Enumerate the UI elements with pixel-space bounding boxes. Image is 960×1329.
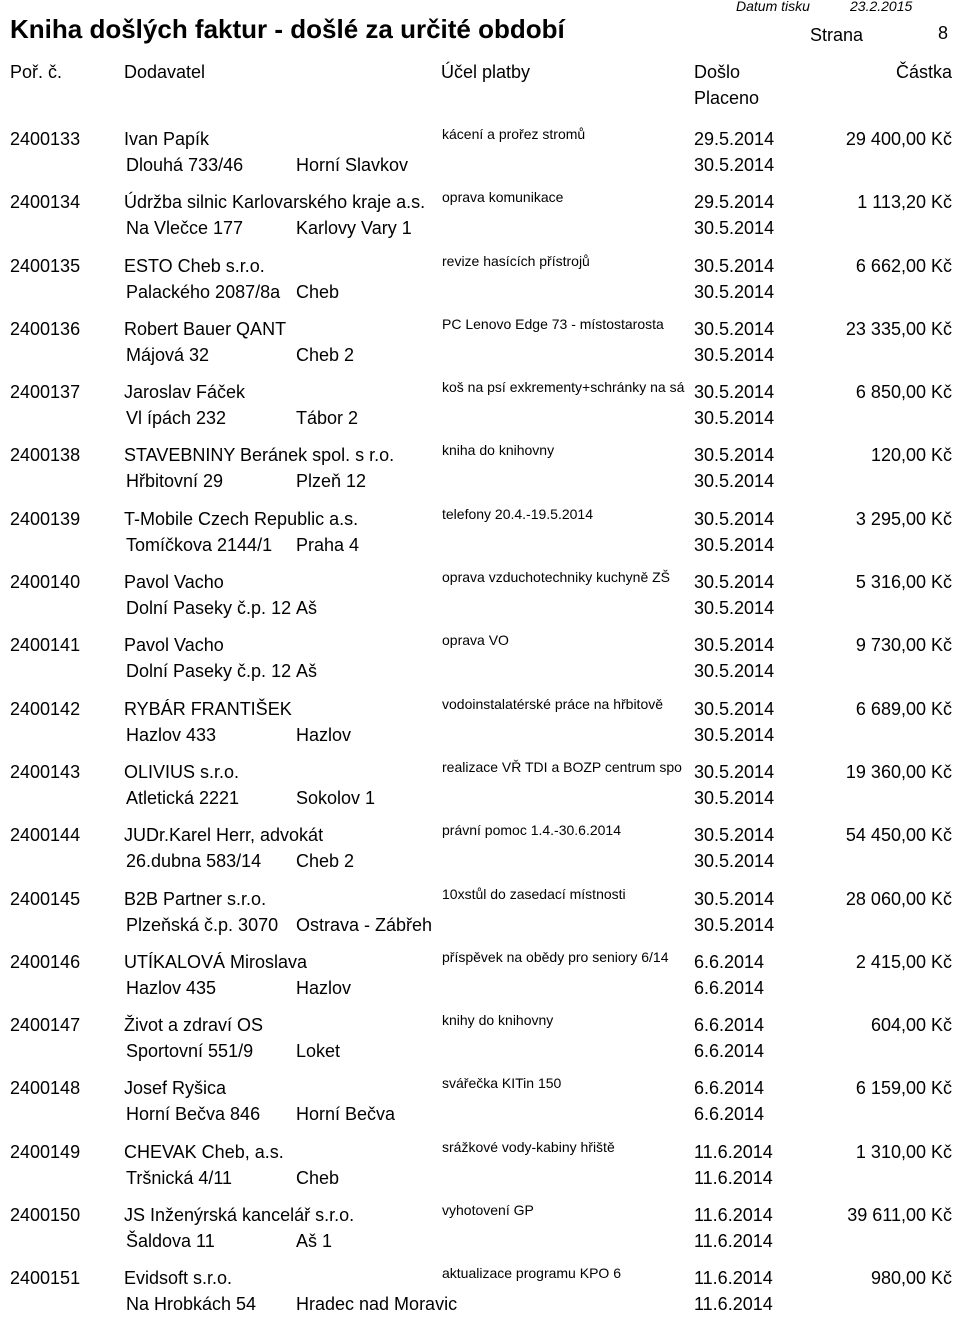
payment-purpose: příspěvek na obědy pro seniory 6/14 — [442, 948, 669, 965]
paid-date: 30.5.2014 — [694, 408, 775, 429]
supplier-name: JUDr.Karel Herr, advokát — [124, 825, 324, 846]
supplier-name: Pavol Vacho — [124, 635, 224, 656]
supplier-name: ESTO Cheb s.r.o. — [124, 255, 265, 276]
invoice-row — [0, 316, 960, 379]
invoice-row — [0, 379, 960, 442]
column-header-purpose: Účel platby — [441, 62, 531, 82]
invoice-number: 2400133 — [10, 129, 81, 149]
paid-date: 30.5.2014 — [694, 851, 775, 872]
received-date: 29.5.2014 — [694, 192, 775, 213]
payment-purpose: oprava vzduchotechniky kuchyně ZŠ — [442, 569, 671, 586]
payment-purpose: oprava komunikace — [442, 189, 564, 206]
invoice-number: 2400141 — [10, 635, 81, 656]
supplier-name: UTÍKALOVÁ Miroslava — [124, 951, 308, 972]
invoice-number: 2400138 — [10, 445, 81, 466]
invoice-row — [0, 442, 960, 505]
supplier-street: Na Hrobkách 54 — [126, 1294, 257, 1315]
page-number: 8 — [938, 23, 949, 43]
supplier-city: Tábor 2 — [296, 408, 359, 429]
invoice-row — [0, 1139, 960, 1202]
supplier-name: B2B Partner s.r.o. — [124, 888, 267, 909]
column-header-received: Došlo — [694, 62, 741, 82]
invoice-number: 2400143 — [10, 761, 81, 782]
supplier-city: Cheb 2 — [296, 851, 355, 872]
invoice-number: 2400135 — [10, 255, 81, 276]
supplier-street: Hřbitovní 29 — [126, 471, 224, 492]
paid-date: 30.5.2014 — [694, 281, 775, 302]
supplier-name: Evidsoft s.r.o. — [124, 1268, 233, 1289]
paid-date: 30.5.2014 — [694, 471, 775, 492]
invoice-row — [0, 632, 960, 695]
supplier-city: Ostrava - Zábřeh — [296, 914, 433, 935]
received-date: 6.6.2014 — [694, 1078, 765, 1099]
invoice-row — [0, 569, 960, 632]
supplier-city: Praha 4 — [296, 534, 360, 555]
supplier-city: Hradec nad Moravic — [296, 1294, 458, 1315]
column-header-amount: Částka — [895, 62, 952, 82]
supplier-city: Hazlov — [296, 724, 352, 745]
invoice-number: 2400144 — [10, 825, 81, 846]
received-date: 30.5.2014 — [694, 445, 775, 466]
supplier-city: Horní Slavkov — [296, 155, 409, 175]
paid-date: 30.5.2014 — [694, 661, 775, 682]
print-date-label: Datum tisku — [736, 0, 810, 14]
invoice-row — [0, 822, 960, 885]
supplier-street: Vl ípách 232 — [126, 408, 227, 429]
supplier-name: Josef Ryšica — [124, 1078, 227, 1099]
received-date: 30.5.2014 — [694, 825, 775, 846]
supplier-street: Palackého 2087/8a — [126, 281, 281, 302]
invoice-amount: 3 295,00 Kč — [855, 508, 952, 529]
invoice-amount: 9 730,00 Kč — [855, 635, 952, 656]
invoice-number: 2400145 — [10, 888, 81, 909]
received-date: 30.5.2014 — [694, 888, 775, 909]
received-date: 6.6.2014 — [694, 1015, 765, 1036]
invoice-amount: 28 060,00 Kč — [845, 888, 952, 909]
received-date: 30.5.2014 — [694, 382, 775, 403]
paid-date: 11.6.2014 — [694, 1294, 773, 1315]
received-date: 11.6.2014 — [694, 1205, 773, 1226]
supplier-street: Tršnická 4/11 — [126, 1167, 233, 1188]
invoice-row — [0, 886, 960, 949]
invoice-amount: 120,00 Kč — [870, 445, 952, 466]
supplier-name: STAVEBNINY Beránek spol. s r.o. — [124, 445, 395, 466]
paid-date: 6.6.2014 — [694, 1041, 765, 1062]
invoice-amount: 980,00 Kč — [870, 1268, 952, 1289]
invoice-amount: 6 850,00 Kč — [855, 382, 952, 403]
invoice-amount: 6 662,00 Kč — [855, 255, 952, 276]
supplier-city: Cheb — [296, 281, 340, 302]
invoice-row — [0, 126, 960, 189]
invoice-row — [0, 1075, 960, 1138]
supplier-city: Aš — [296, 661, 318, 682]
invoice-number: 2400137 — [10, 382, 81, 403]
payment-purpose: oprava VO — [442, 632, 509, 649]
supplier-name: RYBÁR FRANTIŠEK — [124, 698, 292, 719]
payment-purpose: PC Lenovo Edge 73 - místostarosta — [442, 315, 664, 332]
invoice-amount: 6 159,00 Kč — [855, 1078, 952, 1099]
payment-purpose: 10xstůl do zasedací místnosti — [442, 885, 626, 902]
payment-purpose: realizace VŘ TDI a BOZP centrum spo — [442, 758, 682, 775]
invoice-amount: 2 415,00 Kč — [855, 951, 952, 972]
supplier-city: Plzeň 12 — [296, 471, 367, 492]
paid-date: 6.6.2014 — [694, 977, 765, 998]
report-title: Kniha došlých faktur - došlé za určité období — [10, 14, 565, 44]
invoice-row — [0, 1202, 960, 1265]
supplier-street: Horní Bečva 846 — [126, 1104, 261, 1125]
received-date: 29.5.2014 — [694, 129, 775, 149]
invoice-row — [0, 1265, 960, 1328]
paid-date: 30.5.2014 — [694, 724, 775, 745]
paid-date: 6.6.2014 — [694, 1104, 765, 1125]
paid-date: 30.5.2014 — [694, 344, 775, 365]
supplier-street: Sportovní 551/9 — [126, 1041, 254, 1062]
invoice-amount: 1 310,00 Kč — [855, 1141, 952, 1162]
supplier-name: T-Mobile Czech Republic a.s. — [124, 508, 359, 529]
payment-purpose: revize hasících přístrojů — [442, 252, 590, 269]
payment-purpose: koš na psí exkrementy+schránky na sá — [442, 379, 685, 396]
received-date: 11.6.2014 — [694, 1141, 773, 1162]
supplier-name: Robert Bauer QANT — [124, 318, 287, 339]
invoice-amount: 23 335,00 Kč — [845, 318, 952, 339]
supplier-street: Májová 32 — [126, 344, 210, 365]
invoice-row — [0, 189, 960, 252]
invoice-number: 2400147 — [10, 1015, 81, 1036]
invoice-row — [0, 506, 960, 569]
supplier-city: Cheb 2 — [296, 344, 355, 365]
paid-date: 30.5.2014 — [694, 787, 775, 808]
supplier-city: Sokolov 1 — [296, 787, 376, 808]
supplier-city: Hazlov — [296, 977, 352, 998]
received-date: 30.5.2014 — [694, 508, 775, 529]
payment-purpose: vyhotovení GP — [442, 1202, 534, 1219]
invoice-row — [0, 696, 960, 759]
supplier-name: Pavol Vacho — [124, 572, 224, 593]
supplier-name: OLIVIUS s.r.o. — [124, 761, 240, 782]
supplier-name: CHEVAK Cheb, a.s. — [124, 1141, 284, 1162]
payment-purpose: svářečka KITin 150 — [442, 1075, 562, 1092]
supplier-city: Loket — [296, 1041, 341, 1062]
payment-purpose: aktualizace programu KPO 6 — [442, 1265, 621, 1282]
received-date: 30.5.2014 — [694, 572, 775, 593]
invoice-number: 2400151 — [10, 1268, 81, 1289]
supplier-name: JS Inženýrská kancelář s.r.o. — [124, 1205, 355, 1226]
supplier-street: Dlouhá 733/46 — [126, 155, 244, 175]
supplier-street: 26.dubna 583/14 — [126, 851, 262, 872]
invoice-number: 2400149 — [10, 1141, 81, 1162]
invoice-amount: 29 400,00 Kč — [845, 129, 952, 149]
paid-date: 30.5.2014 — [694, 914, 775, 935]
invoice-number: 2400146 — [10, 951, 81, 972]
invoice-amount: 54 450,00 Kč — [845, 825, 952, 846]
payment-purpose: vodoinstalatérské práce na hřbitově — [442, 695, 664, 712]
supplier-city: Karlovy Vary 1 — [296, 218, 412, 239]
invoice-number: 2400150 — [10, 1205, 81, 1226]
invoice-row — [0, 253, 960, 316]
page-label: Strana — [810, 25, 864, 45]
supplier-city: Horní Bečva — [296, 1104, 396, 1125]
received-date: 30.5.2014 — [694, 635, 775, 656]
invoice-amount: 604,00 Kč — [870, 1015, 952, 1036]
supplier-name: Údržba silnic Karlovarského kraje a.s. — [124, 192, 426, 213]
supplier-street: Na Vlečce 177 — [126, 218, 244, 239]
invoice-number: 2400142 — [10, 698, 81, 719]
supplier-name: Život a zdraví OS — [124, 1015, 264, 1036]
supplier-city: Cheb — [296, 1167, 340, 1188]
invoice-amount: 39 611,00 Kč — [847, 1205, 952, 1226]
invoice-amount: 19 360,00 Kč — [845, 761, 952, 782]
supplier-street: Atletická 2221 — [126, 787, 240, 808]
print-date-value: 23.2.2015 — [850, 0, 913, 14]
column-header-code: Poř. č. — [10, 62, 63, 82]
payment-purpose: právní pomoc 1.4.-30.6.2014 — [442, 822, 622, 839]
paid-date: 30.5.2014 — [694, 598, 775, 619]
received-date: 30.5.2014 — [694, 698, 775, 719]
invoice-row — [0, 759, 960, 822]
supplier-street: Plzeňská č.p. 3070 — [126, 914, 279, 935]
supplier-street: Hazlov 435 — [126, 977, 217, 998]
received-date: 30.5.2014 — [694, 761, 775, 782]
invoice-row — [0, 949, 960, 1012]
received-date: 30.5.2014 — [694, 255, 775, 276]
invoice-number: 2400134 — [10, 192, 81, 213]
payment-purpose: knihy do knihovny — [442, 1012, 554, 1029]
paid-date: 11.6.2014 — [694, 1167, 773, 1188]
invoice-amount: 1 113,20 Kč — [857, 192, 952, 213]
supplier-street: Šaldova 11 — [126, 1231, 215, 1252]
supplier-city: Aš — [296, 598, 318, 619]
paid-date: 30.5.2014 — [694, 218, 775, 239]
supplier-street: Tomíčkova 2144/1 — [126, 534, 273, 555]
column-header-paid: Placeno — [694, 88, 760, 108]
invoice-number: 2400140 — [10, 572, 81, 593]
paid-date: 30.5.2014 — [694, 534, 775, 555]
payment-purpose: kácení a prořez stromů — [442, 126, 586, 142]
payment-purpose: kniha do knihovny — [442, 442, 555, 459]
supplier-street: Dolní Paseky č.p. 12 — [126, 598, 292, 619]
supplier-city: Aš 1 — [296, 1231, 333, 1252]
invoice-amount: 5 316,00 Kč — [855, 572, 952, 593]
supplier-name: Jaroslav Fáček — [124, 382, 246, 403]
payment-purpose: srážkové vody-kabiny hřiště — [442, 1138, 615, 1155]
payment-purpose: telefony 20.4.-19.5.2014 — [442, 505, 594, 522]
invoice-number: 2400139 — [10, 508, 81, 529]
paid-date: 11.6.2014 — [694, 1231, 773, 1252]
supplier-name: Ivan Papík — [124, 129, 210, 149]
received-date: 11.6.2014 — [694, 1268, 773, 1289]
invoice-number: 2400136 — [10, 318, 81, 339]
invoice-amount: 6 689,00 Kč — [855, 698, 952, 719]
paid-date: 30.5.2014 — [694, 155, 775, 175]
supplier-street: Hazlov 433 — [126, 724, 217, 745]
received-date: 6.6.2014 — [694, 951, 765, 972]
received-date: 30.5.2014 — [694, 318, 775, 339]
invoice-row — [0, 1012, 960, 1075]
invoice-number: 2400148 — [10, 1078, 81, 1099]
supplier-street: Dolní Paseky č.p. 12 — [126, 661, 292, 682]
invoice-list — [0, 126, 960, 1329]
column-header-supplier: Dodavatel — [124, 62, 206, 82]
